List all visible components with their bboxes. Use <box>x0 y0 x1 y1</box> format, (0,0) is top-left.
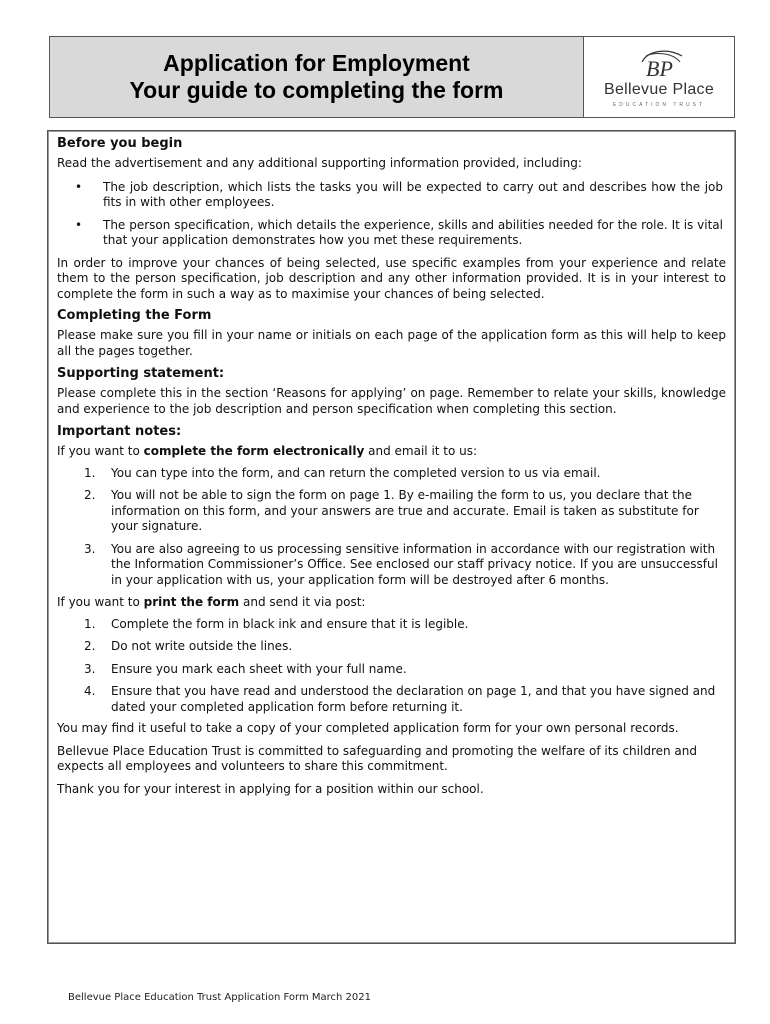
bullet-icon: • <box>75 179 83 194</box>
list-item: 4. Ensure that you have read and understood the declaration on page 1, and that you have signed and dated your completed application form before returning it. <box>84 684 716 714</box>
completing-heading: Completing the Form <box>57 308 212 323</box>
logo <box>584 37 734 117</box>
post-list <box>57 617 726 716</box>
thanks-text: Thank you for your interest in applying for a position within our school. <box>57 781 484 796</box>
commitment-text: Bellevue Place Education Trust is committed to safeguarding and promoting the welfare of its children and expects all employees and volunteers to share this commitment. <box>57 743 697 773</box>
logo-name: Bellevue Place <box>603 81 715 98</box>
bullet-text: The person specification, which details the experience, skills and abilities needed for the role. It is vital that your application demonstrates how you met these requirements. <box>103 217 723 247</box>
important-heading: Important notes: <box>57 424 182 439</box>
list-item: 1. Complete the form in black ink and ensure that it is legible. <box>84 616 469 631</box>
list-item: 2. Do not write outside the lines. <box>84 639 293 653</box>
post-intro: If you want to print the form and send it via post: <box>57 595 366 609</box>
copy-note: You may find it useful to take a copy of your completed application form for your own personal records. <box>57 721 679 735</box>
list-item: 3. You are also agreeing to us processing sensitive information in accordance with our registration with the Information Commissioner’s Office. See enclosed our staff privacy notice. If you are unsuccessful in your application with us, your application form will be destroyed after 6 months. <box>84 541 718 587</box>
list-item <box>57 180 726 211</box>
before-heading: Before you begin <box>57 136 183 151</box>
supporting-heading: Supporting statement: <box>57 366 225 381</box>
completing-text: Please make sure you fill in your name or initials on each page of the application form as this will help to keep all the pages together. <box>57 328 726 358</box>
electronic-list <box>57 466 726 589</box>
title-line-1: Application for Employment <box>163 50 470 76</box>
title-box <box>50 37 584 117</box>
list-item <box>57 218 726 249</box>
list-item: 3. Ensure you mark each sheet with your full name. <box>84 661 407 676</box>
guide-content <box>47 130 736 944</box>
bellevue-place-logo-mark-icon <box>624 46 694 80</box>
bullet-text: The job description, which lists the tasks you will be expected to carry out and describes how the job fits in with other employees. <box>103 179 723 209</box>
logo-initials: BP <box>646 56 673 80</box>
list-item: 1. You can type into the form, and can return the completed version to us via email. <box>84 465 601 480</box>
electronic-intro: If you want to complete the form electronically and email it to us: <box>57 444 478 458</box>
page-footer: Bellevue Place Education Trust Application Form March 2021 <box>68 992 371 1003</box>
before-paragraph: In order to improve your chances of being selected, use specific examples from your experience and relate them to the person specification, job description and any other information provided. It is in your interest to complete the form in such a way as to maximise your chances of being selected. <box>57 255 726 301</box>
list-item: 2. You will not be able to sign the form on page 1. By e-mailing the form to us, you declare that the information on this form, and your answers are true and accurate. Email is taken as substitute for your signature. <box>84 488 699 533</box>
page-header <box>49 36 735 118</box>
before-intro: Read the advertisement and any additional supporting information provided, including: <box>57 156 582 170</box>
title-line-2: Your guide to completing the form <box>129 77 504 103</box>
logo-subtitle: EDUCATION TRUST <box>612 102 706 108</box>
supporting-text: Please complete this in the section ‘Reasons for applying’ on page. Remember to relate your skills, knowledge and experience to the job description and person specification when completing this section. <box>57 386 726 416</box>
before-bullets <box>57 180 726 249</box>
bullet-icon: • <box>75 217 83 232</box>
